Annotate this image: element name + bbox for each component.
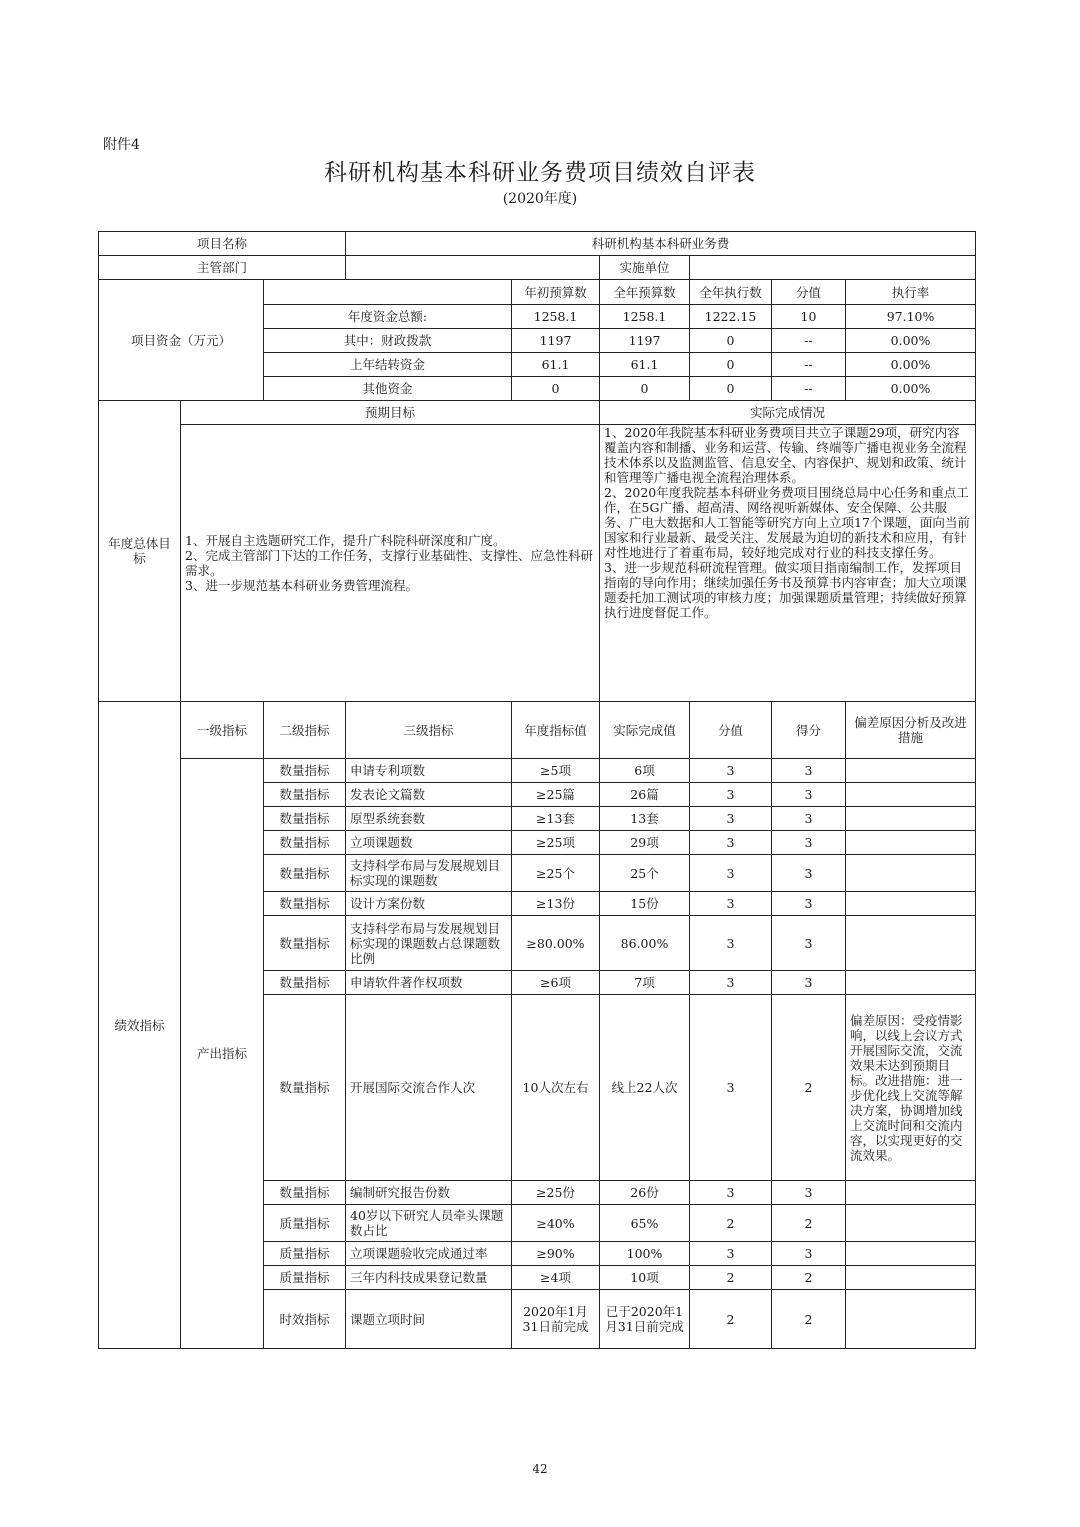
perf-header: 三级指标: [346, 702, 512, 759]
project-name-label: 项目名称: [99, 232, 346, 256]
level3-cell: 立项课题验收完成通过率: [346, 1242, 512, 1266]
level2-cell: 数量指标: [264, 1181, 346, 1205]
note-cell: [846, 855, 976, 892]
level2-cell: 数量指标: [264, 831, 346, 855]
expected-goal-item: 3、进一步规范基本科研业务费管理流程。: [185, 578, 418, 593]
performance-self-evaluation-table: [98, 231, 976, 1349]
funds-cell: 0.00%: [846, 377, 976, 401]
score-cell: 3: [690, 759, 772, 783]
target-cell: ≥80.00%: [512, 916, 600, 971]
note-cell: [846, 807, 976, 831]
funds-header-row: [99, 280, 976, 305]
score-cell: 3: [690, 807, 772, 831]
score-cell: 3: [690, 1242, 772, 1266]
actual-cell: 线上22人次: [600, 995, 690, 1181]
target-cell: ≥13份: [512, 892, 600, 916]
got-cell: 3: [772, 807, 846, 831]
actual-cell: 13套: [600, 807, 690, 831]
target-cell: ≥40%: [512, 1205, 600, 1242]
note-cell: [846, 892, 976, 916]
note-cell: [846, 759, 976, 783]
funds-row-name: 年度资金总额:: [264, 305, 512, 329]
funds-cell: 1222.15: [690, 305, 772, 329]
note-cell: [846, 1181, 976, 1205]
implementing-unit-label: 实施单位: [600, 256, 690, 280]
target-cell: ≥90%: [512, 1242, 600, 1266]
perf-header: 二级指标: [264, 702, 346, 759]
got-cell: 3: [772, 831, 846, 855]
performance-label: 绩效指标: [99, 702, 181, 1349]
note-cell: [846, 783, 976, 807]
actual-item: 2、2020年度我院基本科研业务费项目围绕总局中心任务和重点工作，在5G广播、超高清、网络视听新媒体、安全保障、公共服务、广电大数据和人工智能等研究方向上立项17个课题，面向当前国家和行业最新、最受关注、发展最为迫切的新技术和应用，有针对性地进行了着重布局，较好地完成对行业的科技支撑任务。: [604, 485, 970, 560]
target-cell: 10人次左右: [512, 995, 600, 1181]
score-cell: 3: [690, 971, 772, 995]
implementing-unit-value: [690, 256, 976, 280]
level3-cell: 课题立项时间: [346, 1290, 512, 1349]
level2-cell: 数量指标: [264, 855, 346, 892]
score-cell: 2: [690, 1205, 772, 1242]
funds-cell: 0.00%: [846, 353, 976, 377]
got-cell: 3: [772, 783, 846, 807]
score-cell: 3: [690, 783, 772, 807]
funds-cell: --: [772, 377, 846, 401]
perf-header: 得分: [772, 702, 846, 759]
attachment-label: 附件4: [103, 137, 140, 153]
funds-cell: 0: [512, 377, 600, 401]
target-cell: ≥25个: [512, 855, 600, 892]
page-number: 42: [532, 1462, 548, 1476]
perf-header: 年度指标值: [512, 702, 600, 759]
level2-cell: 数量指标: [264, 783, 346, 807]
expected-goal-item: 1、开展自主选题研究工作，提升广科院科研深度和广度。: [185, 533, 506, 548]
expected-goal-item: 2、完成主管部门下达的工作任务，支撑行业基础性、支撑性、应急性科研需求。: [185, 548, 593, 578]
note-cell: [846, 916, 976, 971]
got-cell: 3: [772, 855, 846, 892]
actual-item: 1、2020年我院基本科研业务费项目共立子课题29项，研究内容覆盖内容和制播、业务和运营、传输、终端等广播电视业务全流程技术体系以及监测监管、信息安全、内容保护、规划和政策、统计和管理等广播电视全流程治理体系。: [604, 425, 967, 485]
score-cell: 3: [690, 995, 772, 1181]
target-cell: ≥6项: [512, 971, 600, 995]
funds-cell: 1197: [600, 329, 690, 353]
funds-label: 项目资金（万元）: [99, 280, 264, 401]
target-cell: ≥4项: [512, 1266, 600, 1290]
score-cell: 3: [690, 855, 772, 892]
got-cell: 3: [772, 1181, 846, 1205]
actual-cell: 29项: [600, 831, 690, 855]
level3-cell: 立项课题数: [346, 831, 512, 855]
level2-cell: 时效指标: [264, 1290, 346, 1349]
level3-cell: 申请专利项数: [346, 759, 512, 783]
got-cell: 2: [772, 1290, 846, 1349]
level2-cell: 数量指标: [264, 807, 346, 831]
level2-cell: 质量指标: [264, 1266, 346, 1290]
performance-header-row: [99, 702, 976, 759]
funds-header: 全年执行数: [690, 280, 772, 305]
score-cell: 3: [690, 831, 772, 855]
level2-cell: 质量指标: [264, 1205, 346, 1242]
funds-cell: 1197: [512, 329, 600, 353]
funds-cell: 0.00%: [846, 329, 976, 353]
level3-cell: 支持科学布局与发展规划目标实现的课题数占总课题数比例: [346, 916, 512, 971]
expected-goals-header: 预期目标: [181, 401, 600, 425]
department-label: 主管部门: [99, 256, 346, 280]
level3-cell: 设计方案份数: [346, 892, 512, 916]
actual-cell: 6项: [600, 759, 690, 783]
overall-goals-header-row: [99, 401, 976, 425]
funds-cell: 97.10%: [846, 305, 976, 329]
actual-completion-text: [600, 425, 976, 702]
funds-cell: 1258.1: [600, 305, 690, 329]
funds-cell: 0: [600, 377, 690, 401]
level1-output-indicator: 产出指标: [181, 759, 264, 1349]
actual-cell: 10项: [600, 1266, 690, 1290]
score-cell: 3: [690, 892, 772, 916]
funds-header: 分值: [772, 280, 846, 305]
actual-item: 3、进一步规范科研流程管理。做实项目指南编制工作，发挥项目指南的导向作用；继续加强任务书及预算书内容审查；加大立项课题委托加工测试项的审核力度；加强课题质量管理；持续做好预算执行进度督促工作。: [604, 560, 967, 620]
level3-cell: 支持科学布局与发展规划目标实现的课题数: [346, 855, 512, 892]
overall-goals-label: 年度总体目标: [99, 401, 181, 702]
level3-cell: 三年内科技成果登记数量: [346, 1266, 512, 1290]
target-cell: ≥13套: [512, 807, 600, 831]
funds-cell: 61.1: [512, 353, 600, 377]
funds-cell: 61.1: [600, 353, 690, 377]
note-cell: [846, 1290, 976, 1349]
deviation-note-cell: 偏差原因：受疫情影响，以线上会议方式开展国际交流，交流效果未达到预期目标。改进措施：进一步优化线上交流等解决方案，协调增加线上交流时间和交流内容，以实现更好的交流效果。: [846, 995, 976, 1181]
perf-header: 一级指标: [181, 702, 264, 759]
funds-cell: 1258.1: [512, 305, 600, 329]
target-cell: ≥25篇: [512, 783, 600, 807]
actual-cell: 86.00%: [600, 916, 690, 971]
actual-cell: 25个: [600, 855, 690, 892]
project-name-value: 科研机构基本科研业务费: [346, 232, 976, 256]
actual-cell: 100%: [600, 1242, 690, 1266]
funds-cell: 0: [690, 377, 772, 401]
got-cell: 3: [772, 971, 846, 995]
note-cell: [846, 1205, 976, 1242]
perf-header: 实际完成值: [600, 702, 690, 759]
note-cell: [846, 1242, 976, 1266]
score-cell: 3: [690, 1181, 772, 1205]
actual-cell: 15份: [600, 892, 690, 916]
actual-cell: 26篇: [600, 783, 690, 807]
project-name-row: [99, 232, 976, 256]
expected-goals-text: [181, 425, 600, 702]
funds-header: 执行率: [846, 280, 976, 305]
level2-cell: 数量指标: [264, 892, 346, 916]
funds-cell: 10: [772, 305, 846, 329]
note-cell: [846, 1266, 976, 1290]
level2-cell: 数量指标: [264, 759, 346, 783]
funds-row-name: 其他资金: [264, 377, 512, 401]
perf-header: 偏差原因分析及改进措施: [846, 702, 976, 759]
target-cell: ≥25份: [512, 1181, 600, 1205]
level2-cell: 数量指标: [264, 916, 346, 971]
funds-cell: 0: [690, 329, 772, 353]
level3-cell: 开展国际交流合作人次: [346, 995, 512, 1181]
got-cell: 3: [772, 892, 846, 916]
table-row: [99, 759, 976, 783]
perf-header: 分值: [690, 702, 772, 759]
funds-row-name: 上年结转资金: [264, 353, 512, 377]
score-cell: 3: [690, 916, 772, 971]
actual-cell: 已于2020年1月31日前完成: [600, 1290, 690, 1349]
page-title: 科研机构基本科研业务费项目绩效自评表: [324, 160, 756, 186]
level3-cell: 原型系统套数: [346, 807, 512, 831]
got-cell: 3: [772, 1242, 846, 1266]
funds-header: 全年预算数: [600, 280, 690, 305]
funds-cell: --: [772, 353, 846, 377]
actual-cell: 26份: [600, 1181, 690, 1205]
level2-cell: 数量指标: [264, 995, 346, 1181]
level2-cell: 质量指标: [264, 1242, 346, 1266]
department-value: [346, 256, 600, 280]
target-cell: ≥25项: [512, 831, 600, 855]
funds-cell: --: [772, 329, 846, 353]
actual-completion-header: 实际完成情况: [600, 401, 976, 425]
actual-cell: 65%: [600, 1205, 690, 1242]
target-cell: 2020年1月31日前完成: [512, 1290, 600, 1349]
funds-cell: 0: [690, 353, 772, 377]
got-cell: 3: [772, 916, 846, 971]
level3-cell: 申请软件著作权项数: [346, 971, 512, 995]
funds-header-blank: [264, 280, 512, 305]
note-cell: [846, 971, 976, 995]
overall-goals-row: [99, 425, 976, 702]
note-cell: [846, 831, 976, 855]
year-subtitle: (2020年度): [502, 191, 578, 207]
level3-cell: 40岁以下研究人员牵头课题数占比: [346, 1205, 512, 1242]
level3-cell: 发表论文篇数: [346, 783, 512, 807]
level2-cell: 数量指标: [264, 971, 346, 995]
actual-cell: 7项: [600, 971, 690, 995]
score-cell: 2: [690, 1290, 772, 1349]
got-cell: 2: [772, 995, 846, 1181]
level3-cell: 编制研究报告份数: [346, 1181, 512, 1205]
department-row: [99, 256, 976, 280]
got-cell: 2: [772, 1266, 846, 1290]
got-cell: 2: [772, 1205, 846, 1242]
funds-row-name: 其中：财政拨款: [264, 329, 512, 353]
funds-header: 年初预算数: [512, 280, 600, 305]
target-cell: ≥5项: [512, 759, 600, 783]
got-cell: 3: [772, 759, 846, 783]
score-cell: 2: [690, 1266, 772, 1290]
